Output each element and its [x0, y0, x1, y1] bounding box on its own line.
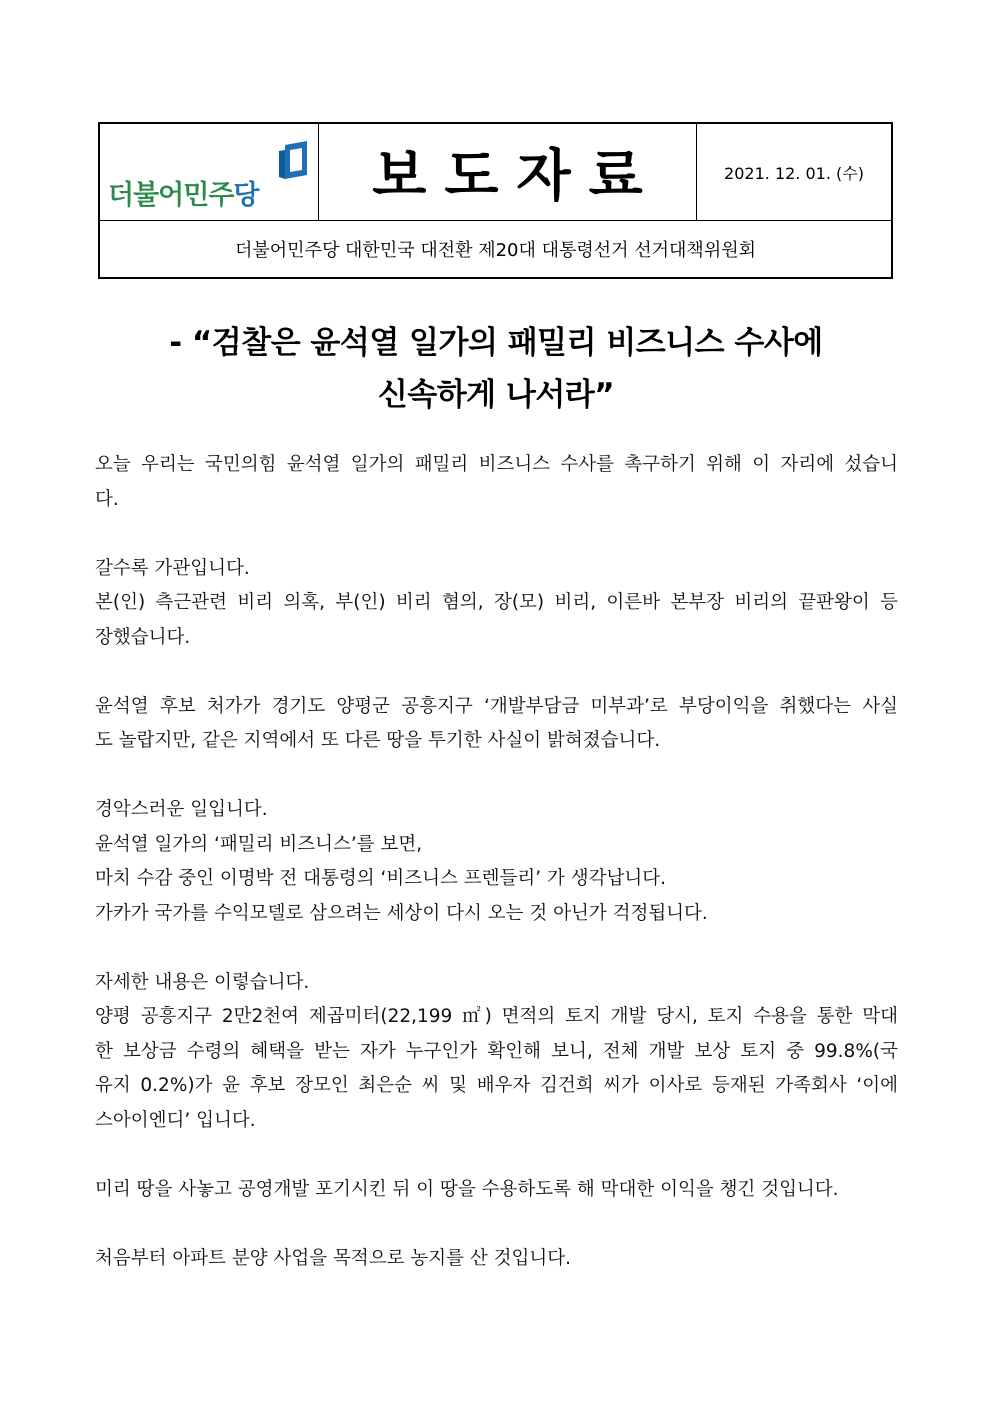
- body-line: 오늘 우리는 국민의힘 윤석열 일가의 패밀리 비즈니스 수사를 촉구하기 위해 이 자리에 섰습니: [95, 454, 898, 475]
- body-line: 윤석열 일가의 ‘패밀리 비즈니스’를 보면,: [95, 833, 423, 855]
- body-line: 한 보상금 수령의 혜택을 받는 자가 누구인가 확인해 보니, 전체 개발 보상 토지 중 99.8%(국: [95, 1040, 898, 1062]
- body-line: 장했습니다.: [95, 626, 191, 648]
- body-line: 다.: [95, 488, 119, 510]
- body-line: 갈수록 가관입니다.: [95, 557, 250, 579]
- body-line: 마치 수감 중인 이명박 전 대통령의 ‘비즈니스 프렌들리’ 가 생각납니다.: [95, 868, 666, 889]
- body-line: 가카가 국가를 수익모델로 삼으려는 세상이 다시 오는 것 아닌가 걱정됩니다.: [95, 902, 708, 924]
- body-line: 유지 0.2%)가 윤 후보 장모인 최은순 씨 및 배우자 김건희 씨가 이사로 등재된 가족회사 ‘이에: [95, 1075, 898, 1096]
- headline-line-2: 신속하게 나서라”: [377, 377, 615, 413]
- body-line: 처음부터 아파트 분양 사업을 목적으로 농지를 산 것입니다.: [95, 1247, 571, 1269]
- paragraph-1: [95, 448, 898, 517]
- press-release-title-cell: [319, 124, 697, 220]
- body-line: 도 놀랍지만, 같은 지역에서 또 다른 땅을 투기한 사실이 밝혀졌습니다.: [95, 730, 661, 751]
- body-line: 자세한 내용은 이렇습니다.: [95, 971, 310, 993]
- party-logo-cell: [100, 124, 319, 220]
- press-release-header: [98, 122, 893, 279]
- body-line: 윤석열 후보 처가가 경기도 양평군 공흥지구 ‘개발부담금 미부과’로 부당이익을 취했다는 사실: [95, 695, 898, 717]
- paragraph-5: [95, 966, 898, 1139]
- paragraph-7: [95, 1242, 898, 1277]
- body-line: 본(인) 측근관련 비리 의혹, 부(인) 비리 혐의, 장(모) 비리, 이른바 본부장 비리의 끝판왕이 등: [95, 592, 898, 613]
- headline-line-1: - “검찰은 윤석열 일가의 패밀리 비즈니스 수사에: [169, 325, 823, 361]
- paragraph-3: [95, 690, 898, 759]
- paragraph-2: [95, 552, 898, 656]
- party-logo-icon: [277, 141, 313, 181]
- press-release-title: 보도자료: [372, 144, 661, 209]
- body-line: 경악스러운 일입니다.: [95, 799, 268, 820]
- release-date: 2021. 12. 01. (수): [724, 163, 864, 183]
- press-release-body: [95, 448, 898, 1311]
- committee-row: [100, 221, 891, 277]
- body-line: 미리 땅을 사놓고 공영개발 포기시킨 뒤 이 땅을 수용하도록 해 막대한 이익을 챙긴 것입니다.: [95, 1178, 839, 1200]
- paragraph-6: [95, 1173, 898, 1208]
- date-cell: [697, 124, 891, 220]
- paragraph-4: [95, 793, 898, 931]
- party-logo-wordmark: 더불어민주당: [108, 180, 259, 211]
- committee-name: 더불어민주당 대한민국 대전환 제20대 대통령선거 선거대책위원회: [235, 240, 756, 261]
- header-top-row: [100, 124, 891, 221]
- body-line: 양평 공흥지구 2만2천여 제곱미터(22,199 ㎡) 면적의 토지 개발 당시, 토지 수용을 통한 막대: [95, 1006, 898, 1027]
- body-line: 스아이엔디’ 입니다.: [95, 1109, 256, 1131]
